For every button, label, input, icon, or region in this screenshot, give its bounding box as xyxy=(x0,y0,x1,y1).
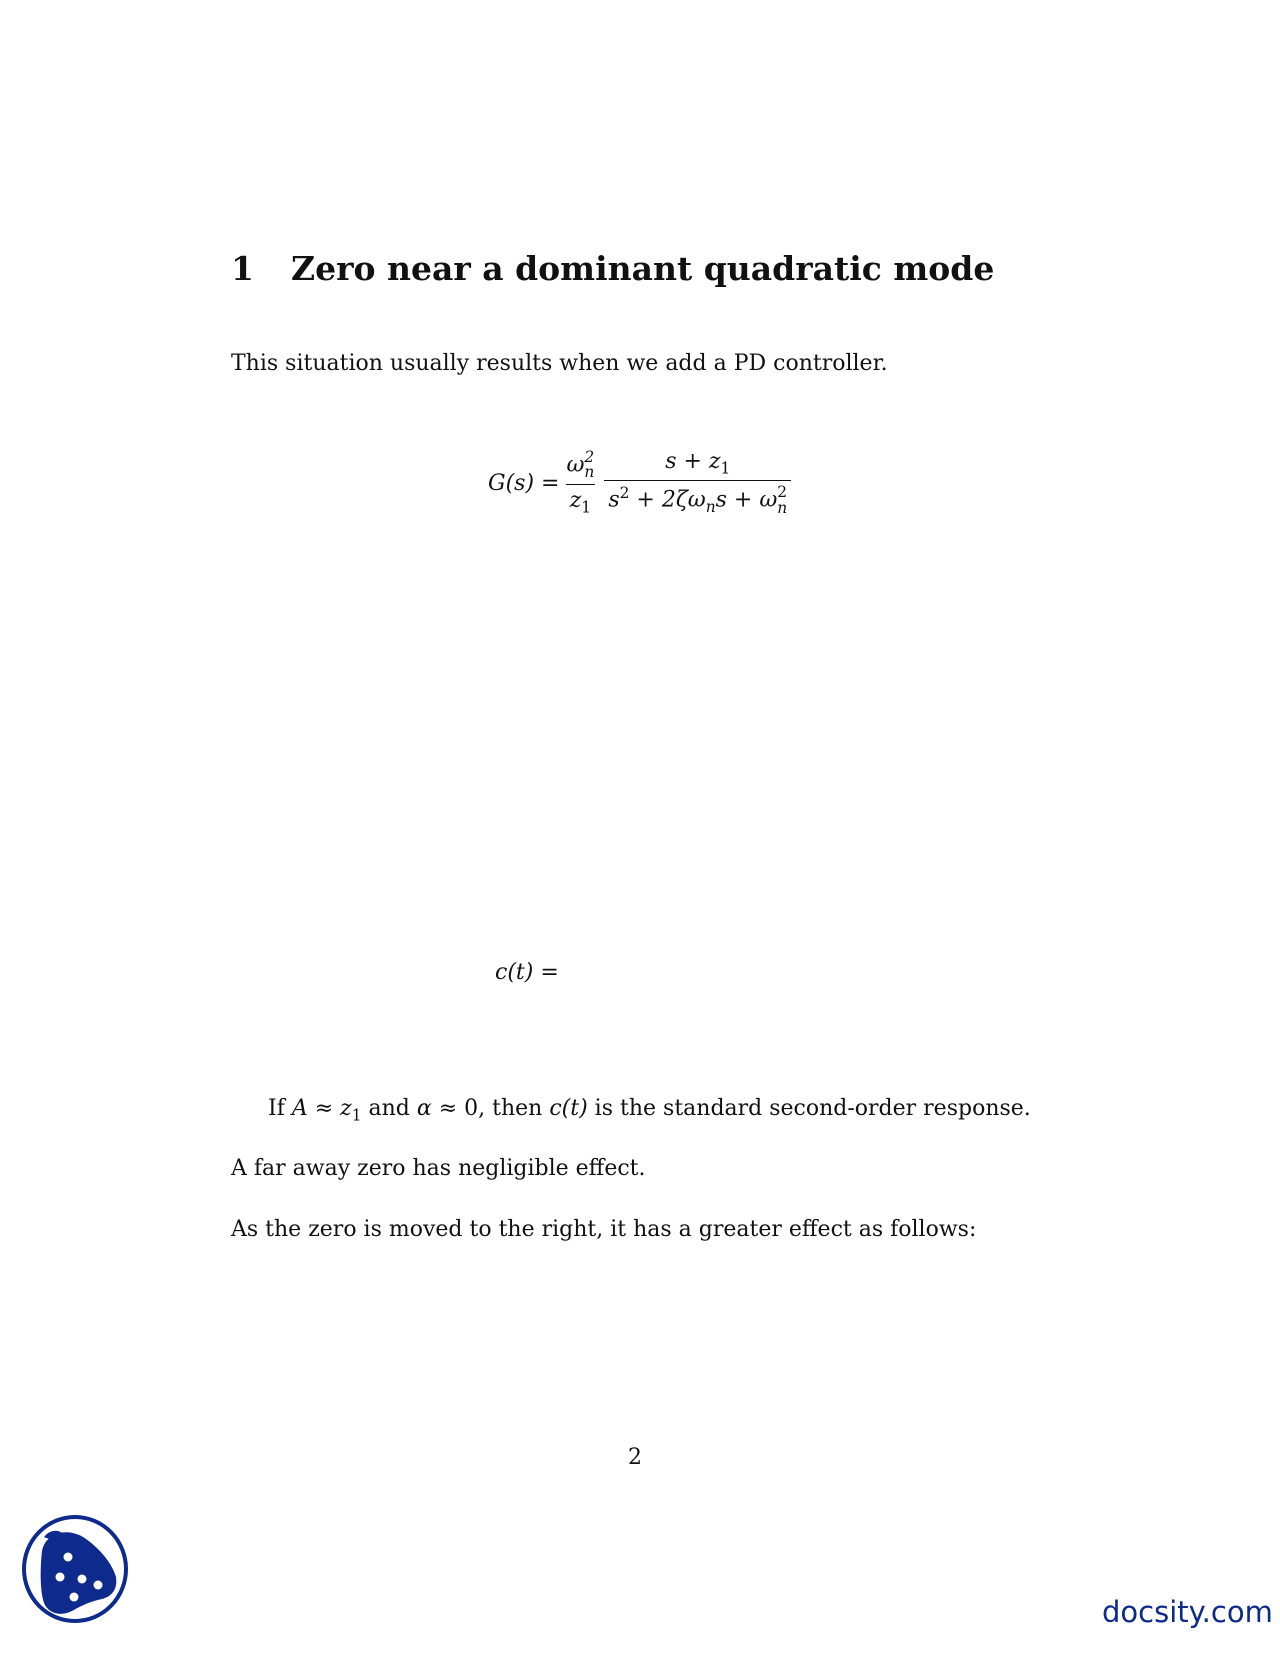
equation-lhs: G(s) = xyxy=(488,470,560,496)
section-heading xyxy=(231,249,995,288)
far-zero-paragraph: A far away zero has negligible effect. xyxy=(231,1156,646,1181)
moving-zero-paragraph: As the zero is moved to the right, it has a greater effect as follows: xyxy=(231,1217,977,1242)
gain-numerator: ω 2 n xyxy=(566,448,595,482)
tf-denominator: $s^2 + 2\zeta\omega_ns + \omega$ 2 n xyxy=(604,480,791,516)
section-title: Zero near a dominant quadratic mode xyxy=(291,249,995,288)
section-number: 1 xyxy=(231,249,254,288)
gain-denominator: $z_1$ xyxy=(566,484,595,516)
approximation-paragraph: If $A \approx z_1$ and α ≈ 0, then c(t) is the standard second-order response. xyxy=(268,1096,1031,1125)
page-number: 2 xyxy=(628,1445,642,1470)
tf-fraction xyxy=(604,450,791,516)
gain-fraction xyxy=(562,450,598,516)
tf-numerator: $s + z_1$ xyxy=(665,449,731,478)
footer-brand: docsity.com xyxy=(1102,1595,1273,1629)
transfer-function-equation xyxy=(488,450,794,516)
response-equation: c(t) = xyxy=(495,960,559,985)
docsity-logo-icon xyxy=(20,1513,130,1625)
intro-paragraph: This situation usually results when we add a PD controller. xyxy=(231,351,888,376)
